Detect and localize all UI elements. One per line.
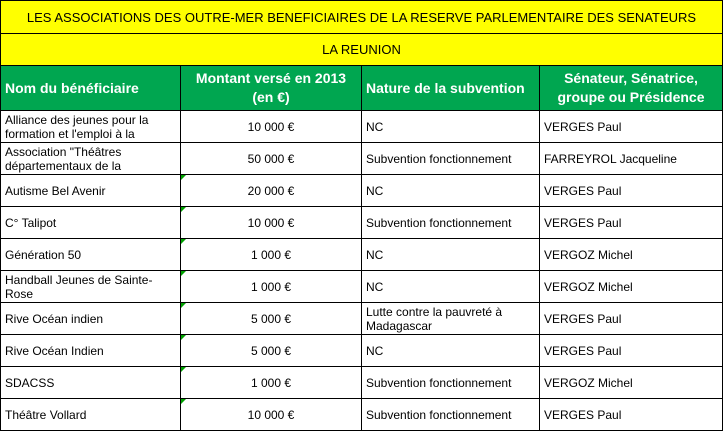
cell-senateur-text: VERGOZ Michel bbox=[544, 279, 633, 294]
cell-senateur[interactable] bbox=[540, 271, 723, 303]
cell-comment-marker-icon bbox=[181, 175, 186, 180]
cell-beneficiaire-text: Association "Théâtres départementaux de la bbox=[5, 144, 122, 173]
cell-montant-text: 20 000 € bbox=[247, 183, 295, 198]
cell-comment-marker-icon bbox=[181, 239, 186, 244]
cell-beneficiaire[interactable] bbox=[1, 239, 181, 271]
table-body bbox=[1, 111, 723, 431]
cell-montant[interactable] bbox=[181, 111, 362, 143]
cell-senateur[interactable] bbox=[540, 143, 723, 175]
cell-beneficiaire-text: SDACSS bbox=[5, 375, 55, 390]
cell-nature-text: Lutte contre la pauvreté à Madagascar bbox=[366, 304, 503, 333]
cell-beneficiaire-text: Alliance des jeunes pour la formation et l'emploi à la bbox=[5, 112, 149, 141]
cell-nature[interactable] bbox=[362, 239, 540, 271]
cell-comment-marker-icon bbox=[181, 303, 186, 308]
cell-senateur-text: VERGES Paul bbox=[544, 215, 622, 230]
cell-beneficiaire[interactable] bbox=[1, 303, 181, 335]
cell-nature[interactable] bbox=[362, 367, 540, 399]
cell-montant-text: 10 000 € bbox=[247, 215, 295, 230]
cell-nature[interactable] bbox=[362, 399, 540, 431]
region-row bbox=[1, 34, 723, 66]
region-title[interactable]: LA REUNION bbox=[1, 34, 723, 66]
cell-senateur-text: VERGOZ Michel bbox=[544, 247, 633, 262]
title-row bbox=[1, 1, 723, 34]
cell-comment-marker-icon bbox=[181, 399, 186, 404]
cell-beneficiaire-text: Théâtre Vollard bbox=[5, 407, 87, 422]
cell-beneficiaire[interactable] bbox=[1, 207, 181, 239]
table-row bbox=[1, 367, 723, 399]
cell-beneficiaire-text: Autisme Bel Avenir bbox=[5, 183, 106, 198]
cell-beneficiaire[interactable] bbox=[1, 111, 181, 143]
cell-senateur[interactable] bbox=[540, 303, 723, 335]
cell-senateur[interactable] bbox=[540, 399, 723, 431]
header-row bbox=[1, 66, 723, 111]
header-beneficiaire[interactable]: Nom du bénéficiaire bbox=[1, 66, 181, 111]
cell-nature[interactable] bbox=[362, 207, 540, 239]
cell-montant[interactable] bbox=[181, 367, 362, 399]
sheet-title[interactable]: LES ASSOCIATIONS DES OUTRE-MER BENEFICIAIRES DE LA RESERVE PARLEMENTAIRE DES SENATEURS bbox=[1, 1, 723, 34]
cell-montant[interactable] bbox=[181, 399, 362, 431]
cell-senateur-text: VERGES Paul bbox=[544, 183, 622, 198]
cell-nature-text: NC bbox=[366, 247, 384, 262]
cell-nature-text: NC bbox=[366, 279, 384, 294]
cell-montant-text: 1 000 € bbox=[250, 375, 292, 390]
cell-nature-text: NC bbox=[366, 343, 384, 358]
cell-montant-text: 10 000 € bbox=[247, 407, 295, 422]
cell-beneficiaire-text: Génération 50 bbox=[5, 247, 82, 262]
cell-senateur-text: VERGES Paul bbox=[544, 343, 622, 358]
cell-beneficiaire[interactable] bbox=[1, 367, 181, 399]
table-row bbox=[1, 399, 723, 431]
cell-montant[interactable] bbox=[181, 143, 362, 175]
cell-montant[interactable] bbox=[181, 303, 362, 335]
cell-beneficiaire-text: Rive Océan Indien bbox=[5, 343, 104, 358]
cell-beneficiaire-text: Rive Océan indien bbox=[5, 311, 104, 326]
cell-montant[interactable] bbox=[181, 335, 362, 367]
cell-senateur-text: VERGES Paul bbox=[544, 407, 622, 422]
cell-senateur-text: VERGES Paul bbox=[544, 311, 622, 326]
cell-montant-text: 1 000 € bbox=[250, 279, 292, 294]
table-row bbox=[1, 143, 723, 175]
cell-senateur[interactable] bbox=[540, 175, 723, 207]
cell-senateur-text: VERGOZ Michel bbox=[544, 375, 633, 390]
cell-nature-text: Subvention fonctionnement bbox=[366, 375, 512, 390]
cell-montant-text: 50 000 € bbox=[247, 151, 295, 166]
cell-montant-text: 5 000 € bbox=[250, 343, 292, 358]
cell-senateur[interactable] bbox=[540, 239, 723, 271]
cell-montant-text: 10 000 € bbox=[247, 119, 295, 134]
table-row bbox=[1, 207, 723, 239]
header-senateur[interactable]: Sénateur, Sénatrice, groupe ou Présidence bbox=[540, 66, 723, 111]
table-row bbox=[1, 271, 723, 303]
table-row bbox=[1, 175, 723, 207]
table-row bbox=[1, 335, 723, 367]
cell-nature-text: NC bbox=[366, 119, 384, 134]
cell-nature[interactable] bbox=[362, 175, 540, 207]
cell-senateur[interactable] bbox=[540, 111, 723, 143]
cell-senateur[interactable] bbox=[540, 367, 723, 399]
cell-beneficiaire[interactable] bbox=[1, 399, 181, 431]
cell-comment-marker-icon bbox=[181, 335, 186, 340]
header-montant[interactable]: Montant versé en 2013 (en €) bbox=[181, 66, 362, 111]
cell-nature[interactable] bbox=[362, 143, 540, 175]
cell-nature[interactable] bbox=[362, 111, 540, 143]
cell-senateur[interactable] bbox=[540, 207, 723, 239]
cell-beneficiaire[interactable] bbox=[1, 335, 181, 367]
cell-beneficiaire-text: Handball Jeunes de Sainte-Rose bbox=[5, 272, 153, 301]
header-nature[interactable]: Nature de la subvention bbox=[362, 66, 540, 111]
cell-beneficiaire[interactable] bbox=[1, 175, 181, 207]
cell-montant[interactable] bbox=[181, 239, 362, 271]
cell-comment-marker-icon bbox=[181, 207, 186, 212]
cell-nature-text: Subvention fonctionnement bbox=[366, 407, 512, 422]
cell-montant[interactable] bbox=[181, 175, 362, 207]
cell-montant-text: 5 000 € bbox=[250, 311, 292, 326]
cell-beneficiaire[interactable] bbox=[1, 271, 181, 303]
cell-comment-marker-icon bbox=[181, 367, 186, 372]
cell-beneficiaire-text: C° Talipot bbox=[5, 215, 57, 230]
cell-senateur[interactable] bbox=[540, 335, 723, 367]
cell-montant[interactable] bbox=[181, 207, 362, 239]
cell-nature-text: NC bbox=[366, 183, 384, 198]
cell-beneficiaire[interactable] bbox=[1, 143, 181, 175]
cell-nature[interactable] bbox=[362, 335, 540, 367]
table-row bbox=[1, 303, 723, 335]
table-row bbox=[1, 111, 723, 143]
table-row bbox=[1, 239, 723, 271]
cell-nature-text: Subvention fonctionnement bbox=[366, 215, 512, 230]
cell-senateur-text: VERGES Paul bbox=[544, 119, 622, 134]
cell-montant-text: 1 000 € bbox=[250, 247, 292, 262]
cell-nature[interactable] bbox=[362, 271, 540, 303]
cell-senateur-text: FARREYROL Jacqueline bbox=[544, 151, 677, 166]
cell-nature-text: Subvention fonctionnement bbox=[366, 151, 512, 166]
cell-comment-marker-icon bbox=[181, 271, 186, 276]
cell-nature[interactable] bbox=[362, 303, 540, 335]
cell-montant[interactable] bbox=[181, 271, 362, 303]
